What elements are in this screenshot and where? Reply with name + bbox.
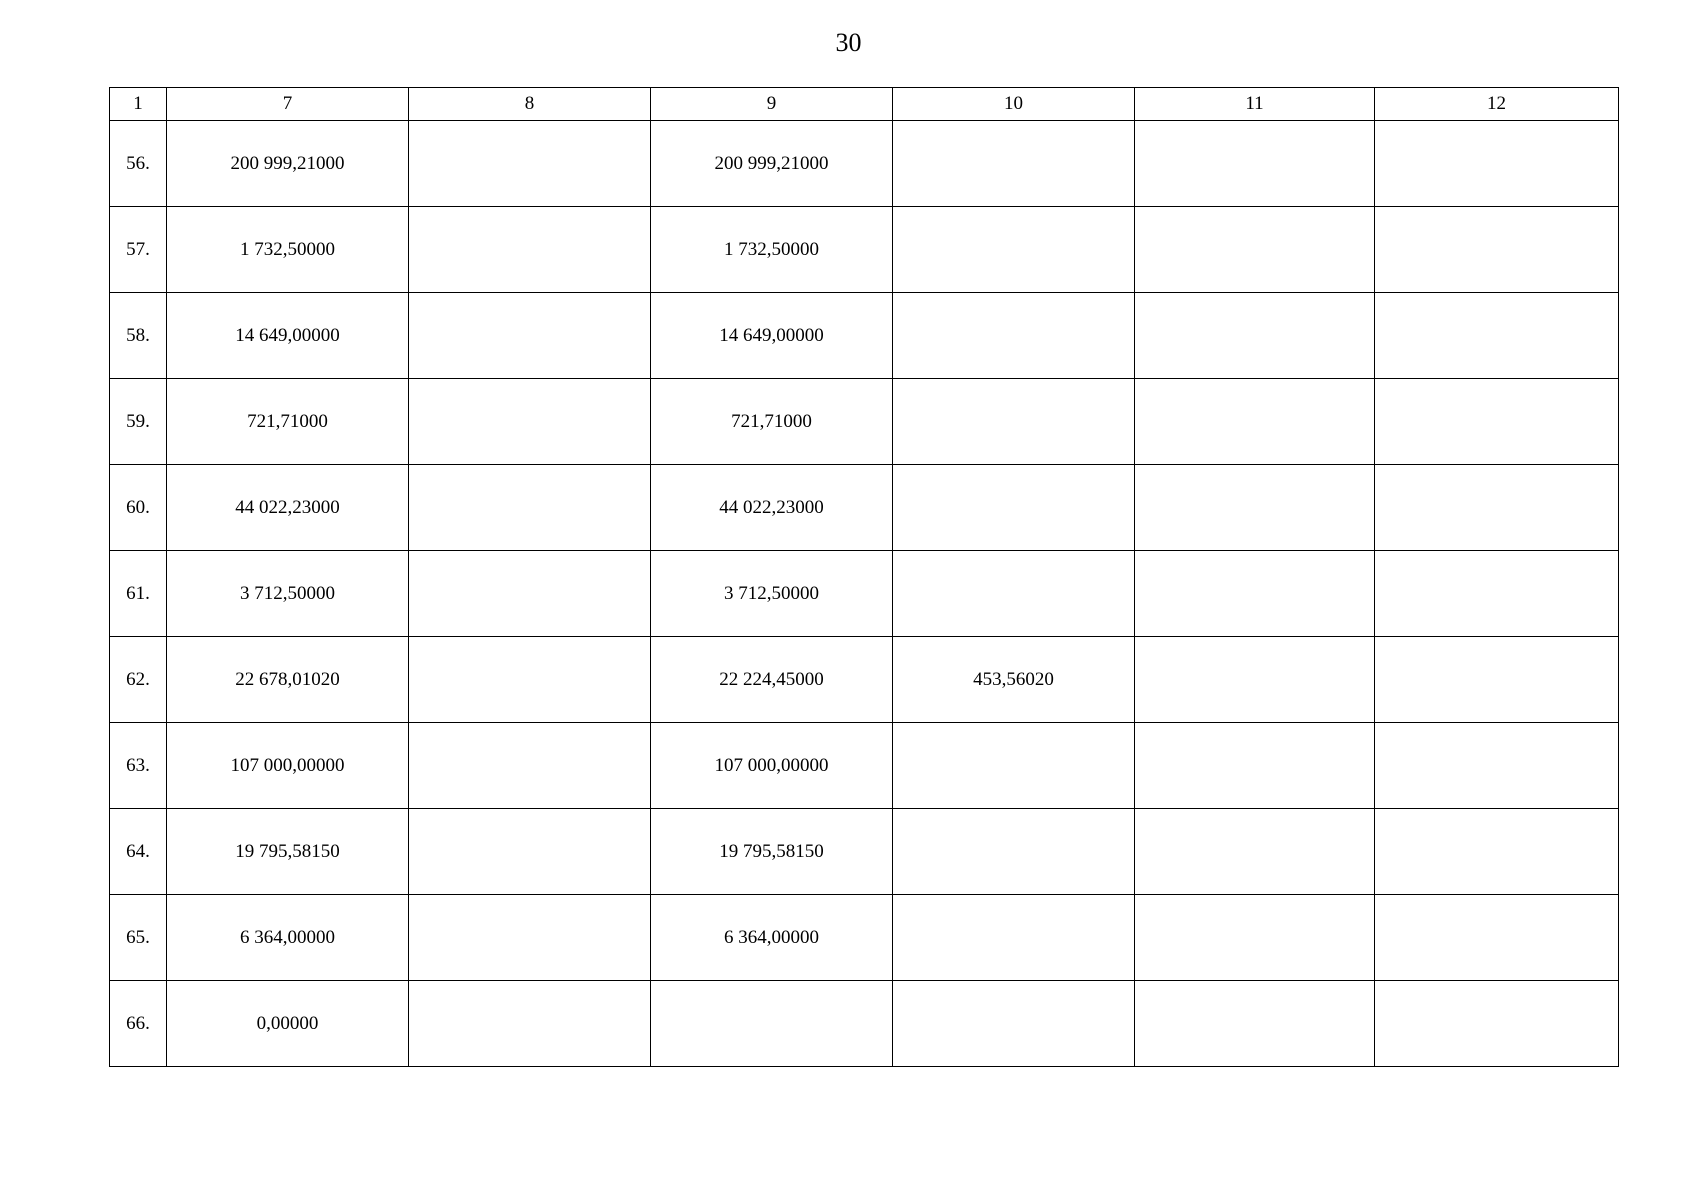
table-cell [1375,207,1619,293]
table-cell [1375,809,1619,895]
table-cell [1375,379,1619,465]
table-row [110,809,1619,895]
row-number-cell: 61. [110,551,167,637]
table-cell [1375,723,1619,809]
row-number-cell: 60. [110,465,167,551]
table-cell [409,723,651,809]
table-row [110,293,1619,379]
table-cell: 453,56020 [893,637,1135,723]
column-header: 12 [1375,88,1619,121]
table-cell [409,465,651,551]
table-row [110,379,1619,465]
table-cell [893,293,1135,379]
table-row [110,723,1619,809]
table-cell: 721,71000 [651,379,893,465]
data-table [109,87,1619,1067]
table-cell [1135,293,1375,379]
table-cell: 107 000,00000 [651,723,893,809]
row-number-cell: 57. [110,207,167,293]
table-row [110,121,1619,207]
table-cell: 44 022,23000 [651,465,893,551]
table-cell [893,551,1135,637]
row-number-cell: 56. [110,121,167,207]
table-cell [409,637,651,723]
row-number-cell: 62. [110,637,167,723]
table-cell [409,121,651,207]
table-cell [893,981,1135,1067]
column-header: 8 [409,88,651,121]
table-cell [409,379,651,465]
header-row [110,88,1619,121]
table-cell: 1 732,50000 [167,207,409,293]
page-number: 30 [835,28,862,57]
table-cell [1375,637,1619,723]
table-cell [1135,981,1375,1067]
table-row [110,895,1619,981]
table-cell: 721,71000 [167,379,409,465]
table-cell [1135,121,1375,207]
table-cell [1135,809,1375,895]
table-row [110,207,1619,293]
column-header: 1 [110,88,167,121]
table-cell [1375,121,1619,207]
row-number-cell: 59. [110,379,167,465]
table-cell: 19 795,58150 [167,809,409,895]
table-cell: 1 732,50000 [651,207,893,293]
table-cell [1135,379,1375,465]
table-cell [1135,637,1375,723]
table-cell: 14 649,00000 [167,293,409,379]
table-cell [651,981,893,1067]
row-number-cell: 58. [110,293,167,379]
table-cell [409,809,651,895]
table-row [110,981,1619,1067]
row-number-cell: 64. [110,809,167,895]
table-cell: 22 224,45000 [651,637,893,723]
table-cell: 6 364,00000 [167,895,409,981]
row-number-cell: 63. [110,723,167,809]
table-cell [1375,293,1619,379]
table-cell: 44 022,23000 [167,465,409,551]
table-cell [409,981,651,1067]
table-cell [1375,895,1619,981]
table-cell [409,207,651,293]
column-header: 9 [651,88,893,121]
table-cell: 3 712,50000 [167,551,409,637]
row-number-cell: 65. [110,895,167,981]
table-cell [893,809,1135,895]
table-cell: 200 999,21000 [167,121,409,207]
table-cell [893,121,1135,207]
table-cell [409,895,651,981]
table-cell [1135,207,1375,293]
table-cell [1135,551,1375,637]
table-cell: 3 712,50000 [651,551,893,637]
table-cell: 19 795,58150 [651,809,893,895]
table-cell [1375,981,1619,1067]
table-cell: 200 999,21000 [651,121,893,207]
table-cell [893,723,1135,809]
table-cell [893,895,1135,981]
table-cell [1375,465,1619,551]
table-cell [1135,895,1375,981]
table-cell [893,465,1135,551]
table-cell: 107 000,00000 [167,723,409,809]
table-row [110,637,1619,723]
table-cell [409,551,651,637]
table-cell: 6 364,00000 [651,895,893,981]
row-number-cell: 66. [110,981,167,1067]
table-row [110,465,1619,551]
table-cell [1375,551,1619,637]
column-header: 11 [1135,88,1375,121]
table-row [110,551,1619,637]
table-cell: 22 678,01020 [167,637,409,723]
table-cell: 14 649,00000 [651,293,893,379]
table-cell [893,207,1135,293]
column-header: 10 [893,88,1135,121]
table-cell [1135,465,1375,551]
table-cell [893,379,1135,465]
table-cell [1135,723,1375,809]
table-cell: 0,00000 [167,981,409,1067]
column-header: 7 [167,88,409,121]
table-cell [409,293,651,379]
